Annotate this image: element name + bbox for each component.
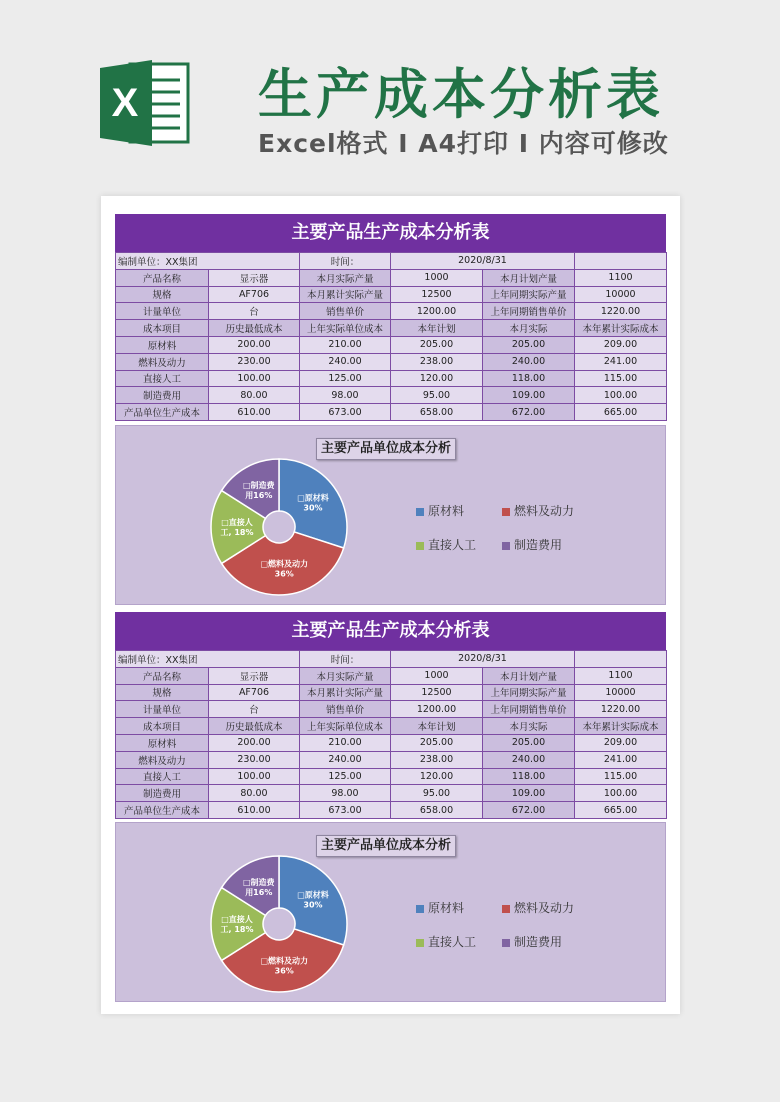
table-cell: 240.00 — [300, 353, 391, 370]
column-header: 上年实际单位成本 — [300, 320, 391, 337]
table-cell: 10000 — [575, 684, 667, 701]
table-row — [116, 336, 667, 353]
table-cell: 1000 — [391, 269, 483, 286]
legend-label: 燃料及动力 — [514, 901, 575, 915]
legend-label: 直接人工 — [428, 538, 477, 552]
table-cell: 计量单位 — [116, 701, 209, 718]
table-cell: 上年同期实际产量 — [483, 684, 575, 701]
table-cell: AF706 — [209, 684, 300, 701]
table-cell: 658.00 — [391, 404, 483, 421]
legend-item — [502, 933, 562, 950]
pie-slice-label: □制造费用16% — [242, 878, 275, 898]
table-cell: 230.00 — [209, 353, 300, 370]
table-cell: 672.00 — [483, 404, 575, 421]
table-cell: 1220.00 — [575, 303, 667, 320]
legend-swatch — [416, 508, 424, 516]
table-cell: 210.00 — [300, 734, 391, 751]
column-header: 本年计划 — [391, 320, 483, 337]
column-header: 本月实际 — [483, 718, 575, 735]
table-cell: 燃料及动力 — [116, 353, 209, 370]
page-subtitle: Excel格式 I A4打印 I 内容可修改 — [258, 129, 669, 158]
table-cell: 200.00 — [209, 734, 300, 751]
table-title: 主要产品生产成本分析表 — [115, 214, 666, 252]
legend-item — [416, 502, 464, 519]
column-header: 本年累计实际成本 — [575, 320, 667, 337]
cost-table — [115, 252, 667, 421]
table-cell: 1220.00 — [575, 701, 667, 718]
table-cell: 产品名称 — [116, 269, 209, 286]
chart-panel — [115, 425, 666, 605]
table-cell: 1200.00 — [391, 303, 483, 320]
table-cell: 本月计划产量 — [483, 269, 575, 286]
time-label-cell: 时间： — [300, 651, 391, 668]
table-cell: 12500 — [391, 684, 483, 701]
table-cell: 120.00 — [391, 768, 483, 785]
table-cell: 1100 — [575, 269, 667, 286]
table-cell: 200.00 — [209, 336, 300, 353]
table-cell: 672.00 — [483, 802, 575, 819]
column-header: 上年实际单位成本 — [300, 718, 391, 735]
column-header: 成本项目 — [116, 718, 209, 735]
pie-slice-label: □直接人工, 18% — [220, 915, 254, 934]
table-cell: 665.00 — [575, 802, 667, 819]
legend-item — [502, 536, 562, 553]
table-cell: 610.00 — [209, 802, 300, 819]
legend-swatch — [416, 542, 424, 550]
table-cell: 109.00 — [483, 785, 575, 802]
table-cell: 规格 — [116, 684, 209, 701]
table-cell: 上年同期实际产量 — [483, 286, 575, 303]
table-cell: 燃料及动力 — [116, 751, 209, 768]
pie-slice-label: □燃料及动力 36% — [260, 956, 309, 976]
table-cell: 上年同期销售单价 — [483, 303, 575, 320]
table-cell: 209.00 — [575, 336, 667, 353]
table-cell: 本月累计实际产量 — [300, 286, 391, 303]
table-cell: 原材料 — [116, 336, 209, 353]
table-title: 主要产品生产成本分析表 — [115, 612, 666, 650]
table-cell: 本月计划产量 — [483, 667, 575, 684]
table-cell: 210.00 — [300, 336, 391, 353]
chart-panel — [115, 822, 666, 1002]
table-row — [116, 802, 667, 819]
table-cell: 610.00 — [209, 404, 300, 421]
legend-label: 直接人工 — [428, 935, 477, 949]
table-row — [116, 286, 667, 303]
time-label-cell: 时间： — [300, 253, 391, 270]
chart-title: 主要产品单位成本分析 — [316, 438, 456, 460]
donut-chart — [206, 454, 352, 600]
donut-chart — [206, 851, 352, 997]
table-cell: 产品单位生产成本 — [116, 802, 209, 819]
legend-swatch — [502, 508, 510, 516]
legend-item — [502, 502, 574, 519]
table-cell: 1100 — [575, 667, 667, 684]
table-cell: 115.00 — [575, 370, 667, 387]
table-cell: 1000 — [391, 667, 483, 684]
table-cell: 665.00 — [575, 404, 667, 421]
table-cell: 12500 — [391, 286, 483, 303]
date-cell: 2020/8/31 — [391, 253, 575, 270]
pie-slice-label: □燃料及动力 36% — [260, 559, 309, 579]
table-cell: 产品单位生产成本 — [116, 404, 209, 421]
table-row — [116, 684, 667, 701]
date-cell: 2020/8/31 — [391, 651, 575, 668]
table-row — [116, 387, 667, 404]
column-header: 成本项目 — [116, 320, 209, 337]
legend-label: 制造费用 — [514, 935, 563, 949]
table-cell: 109.00 — [483, 387, 575, 404]
table-cell: 205.00 — [391, 734, 483, 751]
legend-label: 原材料 — [428, 901, 465, 915]
pie-slice-label: □原材料 30% — [297, 493, 329, 513]
cost-table-block — [115, 214, 666, 421]
legend-label: 原材料 — [428, 504, 465, 518]
table-cell: 显示器 — [209, 667, 300, 684]
table-cell: 销售单价 — [300, 701, 391, 718]
chart-title: 主要产品单位成本分析 — [316, 835, 456, 857]
page-title: 生产成本分析表 — [258, 63, 664, 126]
pie-slice-label: □制造费用16% — [242, 481, 275, 501]
table-cell: 本月累计实际产量 — [300, 684, 391, 701]
pie-slice-label: □直接人工, 18% — [220, 518, 254, 537]
table-cell: 241.00 — [575, 353, 667, 370]
table-cell: 240.00 — [300, 751, 391, 768]
table-cell: 241.00 — [575, 751, 667, 768]
table-row — [116, 651, 667, 668]
excel-logo-icon — [100, 56, 192, 150]
table-cell: 台 — [209, 701, 300, 718]
table-cell: 原材料 — [116, 734, 209, 751]
legend-label: 制造费用 — [514, 538, 563, 552]
table-header-row — [116, 320, 667, 337]
table-cell: 209.00 — [575, 734, 667, 751]
table-cell: 100.00 — [209, 370, 300, 387]
table-cell: 118.00 — [483, 370, 575, 387]
table-cell: 上年同期销售单价 — [483, 701, 575, 718]
table-cell: 98.00 — [300, 387, 391, 404]
table-row — [116, 370, 667, 387]
column-header: 本年计划 — [391, 718, 483, 735]
table-cell: 673.00 — [300, 802, 391, 819]
table-row — [116, 667, 667, 684]
legend-swatch — [502, 542, 510, 550]
table-cell: 238.00 — [391, 751, 483, 768]
table-row — [116, 253, 667, 270]
legend-item — [416, 899, 464, 916]
table-cell: 直接人工 — [116, 768, 209, 785]
table-cell: 230.00 — [209, 751, 300, 768]
table-cell: 制造费用 — [116, 387, 209, 404]
table-row — [116, 404, 667, 421]
table-cell: 658.00 — [391, 802, 483, 819]
table-cell: 直接人工 — [116, 370, 209, 387]
table-row — [116, 303, 667, 320]
legend-swatch — [416, 939, 424, 947]
table-cell: 118.00 — [483, 768, 575, 785]
column-header: 本年累计实际成本 — [575, 718, 667, 735]
legend-swatch — [502, 939, 510, 947]
legend-label: 燃料及动力 — [514, 504, 575, 518]
table-cell: 80.00 — [209, 387, 300, 404]
table-cell: 95.00 — [391, 785, 483, 802]
legend-swatch — [502, 905, 510, 913]
column-header: 历史最低成本 — [209, 320, 300, 337]
table-cell: 本月实际产量 — [300, 269, 391, 286]
logo-letter: X — [111, 81, 139, 125]
table-cell: 计量单位 — [116, 303, 209, 320]
column-header: 历史最低成本 — [209, 718, 300, 735]
table-cell: AF706 — [209, 286, 300, 303]
legend-item — [416, 536, 476, 553]
table-cell: 100.00 — [209, 768, 300, 785]
table-cell: 本月实际产量 — [300, 667, 391, 684]
table-cell: 238.00 — [391, 353, 483, 370]
table-cell: 1200.00 — [391, 701, 483, 718]
table-cell: 205.00 — [391, 336, 483, 353]
table-cell: 销售单价 — [300, 303, 391, 320]
table-cell: 240.00 — [483, 353, 575, 370]
legend-item — [416, 933, 476, 950]
table-cell: 205.00 — [483, 336, 575, 353]
pie-slice-label: □原材料 30% — [297, 890, 329, 910]
table-cell: 显示器 — [209, 269, 300, 286]
table-cell: 10000 — [575, 286, 667, 303]
table-row — [116, 751, 667, 768]
table-row — [116, 785, 667, 802]
legend-swatch — [416, 905, 424, 913]
table-row — [116, 353, 667, 370]
page-header — [0, 0, 780, 190]
table-cell: 产品名称 — [116, 667, 209, 684]
unit-cell: 编制单位：XX集团 — [116, 651, 300, 668]
table-cell: 100.00 — [575, 785, 667, 802]
table-cell: 规格 — [116, 286, 209, 303]
table-cell: 95.00 — [391, 387, 483, 404]
table-row — [116, 269, 667, 286]
table-row — [116, 701, 667, 718]
legend-item — [502, 899, 574, 916]
table-cell: 125.00 — [300, 370, 391, 387]
column-header: 本月实际 — [483, 320, 575, 337]
table-cell: 120.00 — [391, 370, 483, 387]
table-cell: 台 — [209, 303, 300, 320]
table-cell: 115.00 — [575, 768, 667, 785]
table-cell: 制造费用 — [116, 785, 209, 802]
unit-cell: 编制单位：XX集团 — [116, 253, 300, 270]
table-cell: 240.00 — [483, 751, 575, 768]
cost-table-block — [115, 612, 666, 819]
cost-table — [115, 650, 667, 819]
table-cell: 80.00 — [209, 785, 300, 802]
table-cell: 673.00 — [300, 404, 391, 421]
table-row — [116, 768, 667, 785]
table-cell: 98.00 — [300, 785, 391, 802]
table-row — [116, 734, 667, 751]
table-cell: 125.00 — [300, 768, 391, 785]
table-cell: 100.00 — [575, 387, 667, 404]
table-cell: 205.00 — [483, 734, 575, 751]
table-header-row — [116, 718, 667, 735]
